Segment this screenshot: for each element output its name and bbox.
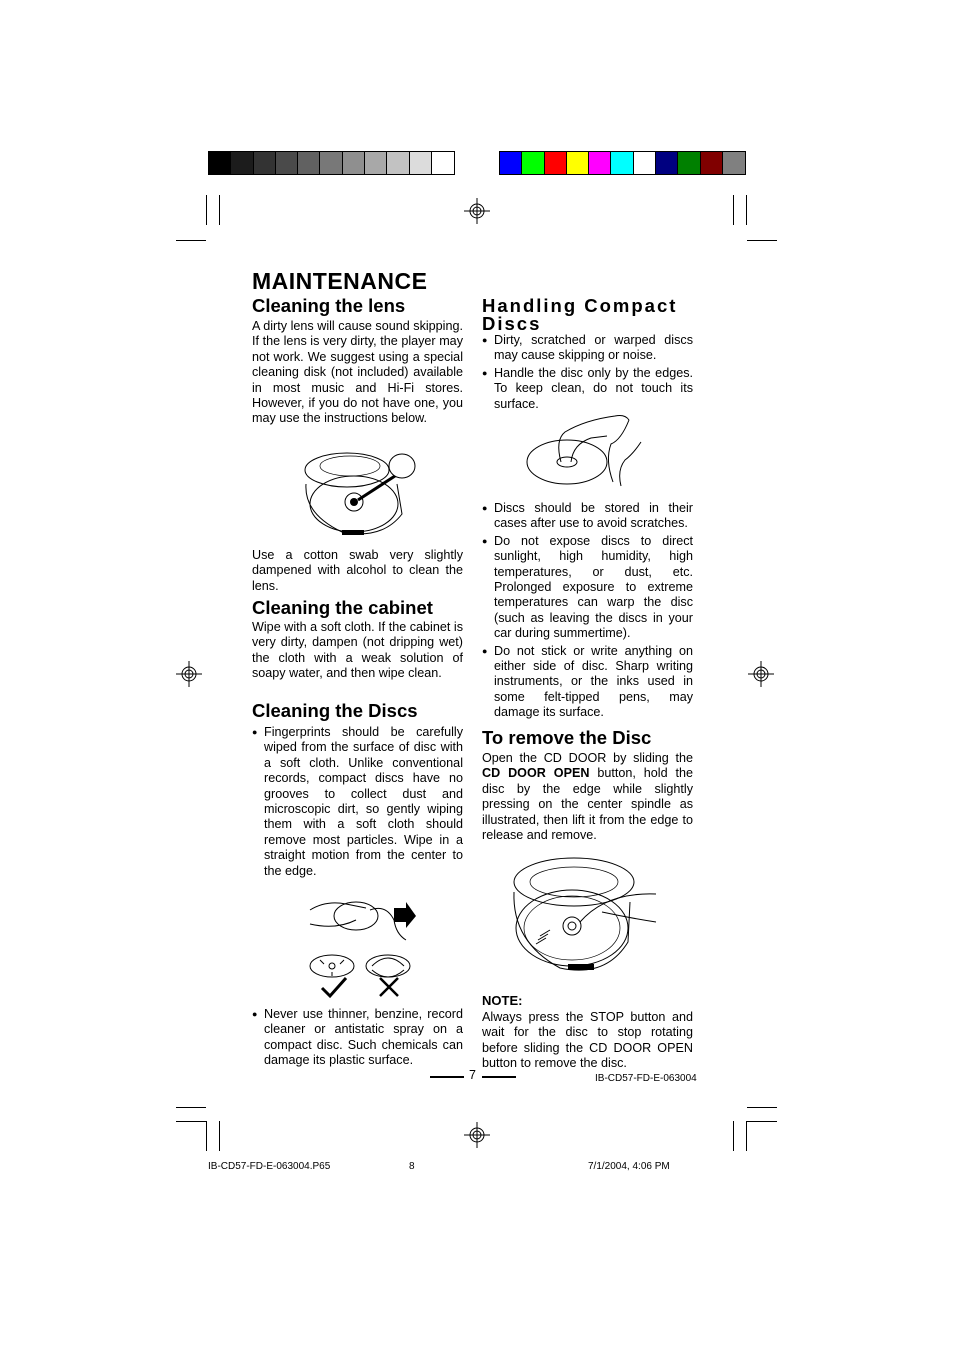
gray-swatch (298, 152, 320, 174)
registration-mark-icon (748, 661, 774, 687)
handling-bullets-top (482, 333, 693, 412)
remove-text-part-1: Open the CD DOOR by sliding the (482, 751, 693, 765)
color-swatch (567, 152, 589, 174)
crop-mark (747, 1121, 777, 1122)
remove-text (482, 751, 693, 843)
remove-paragraph (482, 751, 693, 843)
discs-bullet-2 (252, 1007, 463, 1069)
crop-mark (176, 1107, 206, 1108)
cabinet-heading: Cleaning the cabinet (252, 597, 433, 618)
discs-bullet-1 (252, 725, 463, 879)
handling-bullets-bottom (482, 501, 693, 721)
gray-swatch (231, 152, 253, 174)
crop-mark (747, 240, 777, 241)
color-swatch (545, 152, 567, 174)
crop-mark (176, 240, 206, 241)
handling-bullet-2: ● Handle the disc only by the edges. To keep clean, do not touch its surface. (482, 366, 693, 412)
page-number-rule-right (482, 1076, 516, 1078)
note-paragraph: Always press the STOP button and wait for the disc to stop rotating before sliding the CD DOOR OPEN button to remove the disc. (482, 1010, 693, 1071)
cabinet-text (252, 620, 463, 682)
doc-code: IB-CD57-FD-E-063004 (595, 1073, 697, 1084)
handling-bullet-4: ● Do not expose discs to direct sunlight, high humidity, high temperatures, or dust, etc. Prolonged exposure to extreme temperatures can warp the disc (such as leaving the discs in your car during summertime). (482, 534, 693, 642)
gray-swatch (410, 152, 432, 174)
crop-mark (746, 1121, 747, 1151)
note-text (482, 1010, 693, 1072)
gray-swatch (365, 152, 387, 174)
discs-bullet-2-text: ● Never use thinner, benzine, record cleaner or antistatic spray on a compact disc. Such chemicals can damage its plastic surface. (252, 1007, 463, 1069)
file-name: IB-CD57-FD-E-063004.P65 (208, 1161, 331, 1172)
disc-removal-illustration (510, 852, 658, 980)
gray-swatch (432, 152, 454, 174)
disc-handling-illustration (525, 410, 655, 492)
page-number: 7 (469, 1068, 476, 1082)
handling-bullet-3: ● Discs should be stored in their cases after use to avoid scratches. (482, 501, 693, 532)
color-swatch (656, 152, 678, 174)
lens-heading: Cleaning the lens (252, 295, 406, 316)
color-swatch (611, 152, 633, 174)
cabinet-paragraph: Wipe with a soft cloth. If the cabinet is very dirty, dampen (not dripping wet) the cloth with a weak solution of soapy water, and then wipe clean. (252, 620, 463, 681)
sheet-number: 8 (409, 1161, 415, 1172)
color-swatch (701, 152, 723, 174)
gray-swatch (320, 152, 342, 174)
page-number-rule-left (430, 1076, 464, 1078)
registration-mark-icon (464, 198, 490, 224)
gray-scale-bar (208, 151, 455, 175)
crop-mark (733, 1121, 734, 1151)
note-heading: NOTE: (482, 993, 523, 1008)
remove-heading: To remove the Disc (482, 727, 652, 748)
color-swatch (589, 152, 611, 174)
color-swatch (723, 152, 745, 174)
handling-heading: Handling Compact Discs (482, 295, 678, 334)
gray-swatch (254, 152, 276, 174)
page-title: MAINTENANCE (252, 268, 428, 294)
remove-text-part-2: button, hold the disc by the edge while slightly pressing on the center spindle as illustrated, then lift it from the edge to release and remove. (482, 766, 693, 843)
crop-mark (176, 1121, 206, 1122)
cd-door-open-label: CD DOOR OPEN (482, 766, 590, 781)
crop-mark (219, 1121, 220, 1151)
gray-swatch (276, 152, 298, 174)
color-swatch (634, 152, 656, 174)
crop-mark (219, 195, 220, 225)
discs-bullet-1-text: ● Fingerprints should be carefully wiped from the surface of disc with a soft cloth. Unlike conventional records, compact discs have no grooves to collect dust and microscopic dirt, so gently wiping them with a soft cloth should remove most particles. Wipe in a straight motion from the center to the edge. (252, 725, 463, 879)
color-scale-bar (499, 151, 746, 175)
handling-bullet-5: ● Do not stick or write anything on either side of disc. Sharp writing instruments, or the inks used in some felt-tipped pens, may damage its surface. (482, 644, 693, 721)
crop-mark (733, 195, 734, 225)
handling-bullet-1: ● Dirty, scratched or warped discs may cause skipping or noise. (482, 333, 693, 364)
lens-caption-text: Use a cotton swab very slightly dampened with alcohol to clean the lens. (252, 548, 463, 593)
registration-mark-icon (464, 1122, 490, 1148)
gray-swatch (343, 152, 365, 174)
lens-text (252, 319, 463, 427)
color-swatch (678, 152, 700, 174)
print-timestamp: 7/1/2004, 4:06 PM (588, 1161, 670, 1172)
lens-paragraph: A dirty lens will cause sound skipping. If the lens is very dirty, the player may not work. We suggest using a special cleaning disk (not included) available in most music and Hi-Fi stores. However, if you do not have one, you may use the instructions below. (252, 319, 463, 426)
disc-wiping-illustration (306, 890, 416, 1000)
crop-mark (206, 1121, 207, 1151)
gray-swatch (387, 152, 409, 174)
crop-mark (747, 1107, 777, 1108)
registration-mark-icon (176, 661, 202, 687)
lens-caption (252, 548, 463, 594)
crop-mark (206, 195, 207, 225)
lens-cleaning-illustration (302, 444, 420, 544)
color-swatch (522, 152, 544, 174)
discs-heading: Cleaning the Discs (252, 700, 418, 721)
gray-swatch (209, 152, 231, 174)
crop-mark (746, 195, 747, 225)
color-swatch (500, 152, 522, 174)
